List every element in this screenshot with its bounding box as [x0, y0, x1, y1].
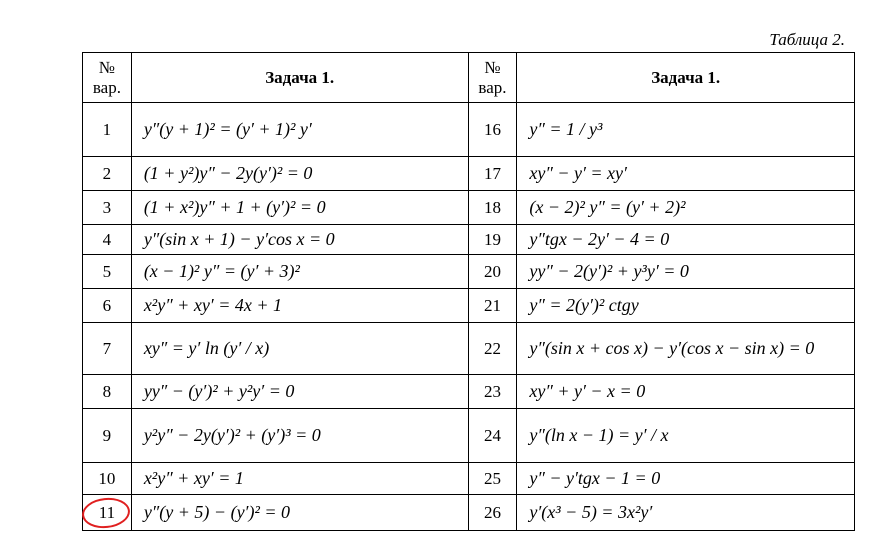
variant-number: 10 — [83, 463, 132, 495]
variant-number: 20 — [468, 255, 517, 289]
variant-number: 2 — [83, 157, 132, 191]
variant-number-header-2 — [468, 53, 517, 103]
table-row — [83, 409, 855, 463]
table-caption: Таблица 2. — [769, 30, 845, 49]
tasks-table — [82, 52, 855, 531]
equation: y″tgx − 2y′ − 4 = 0 — [517, 225, 855, 255]
table-row — [83, 375, 855, 409]
table-row — [83, 463, 855, 495]
equation: y″(y + 5) − (y′)² = 0 — [131, 495, 468, 531]
variant-number: 25 — [468, 463, 517, 495]
table-row — [83, 191, 855, 225]
num-label: вар. — [92, 77, 121, 97]
variant-number: 6 — [83, 289, 132, 323]
variant-number: 11 — [83, 495, 132, 531]
variant-number: 18 — [468, 191, 517, 225]
equation: y″ − y′tgx − 1 = 0 — [517, 463, 855, 495]
variant-number: 21 — [468, 289, 517, 323]
variant-number-header — [83, 53, 132, 103]
table-row — [83, 255, 855, 289]
equation: yy″ − (y′)² + y²y′ = 0 — [131, 375, 468, 409]
task-header: Задача 1. — [131, 53, 468, 103]
variant-number: 9 — [83, 409, 132, 463]
table-row — [83, 103, 855, 157]
equation: xy″ − y′ = xy′ — [517, 157, 855, 191]
variant-number: 23 — [468, 375, 517, 409]
equation: (1 + x²)y″ + 1 + (y′)² = 0 — [131, 191, 468, 225]
variant-number: 17 — [468, 157, 517, 191]
table-body — [83, 103, 855, 531]
equation: x²y″ + xy′ = 1 — [131, 463, 468, 495]
equation: y″ = 1 / y³ — [517, 103, 855, 157]
variant-number: 4 — [83, 225, 132, 255]
equation: y″(y + 1)² = (y′ + 1)² y′ — [131, 103, 468, 157]
equation: (x − 2)² y″ = (y′ + 2)² — [517, 191, 855, 225]
equation: x²y″ + xy′ = 4x + 1 — [131, 289, 468, 323]
equation: y²y″ − 2y(y′)² + (y′)³ = 0 — [131, 409, 468, 463]
variant-number: 3 — [83, 191, 132, 225]
equation: y″(sin x + 1) − y′cos x = 0 — [131, 225, 468, 255]
num-label-2: вар. — [478, 77, 507, 97]
variant-number: 24 — [468, 409, 517, 463]
variant-number: 7 — [83, 323, 132, 375]
num-symbol: № — [98, 57, 116, 77]
table-header-row — [83, 53, 855, 103]
table-row — [83, 495, 855, 531]
task-header-2: Задача 1. — [517, 53, 855, 103]
equation: (x − 1)² y″ = (y′ + 3)² — [131, 255, 468, 289]
table-row — [83, 323, 855, 375]
equation: y′(x³ − 5) = 3x²y′ — [517, 495, 855, 531]
variant-number: 8 — [83, 375, 132, 409]
equation: y″ = 2(y′)² ctgy — [517, 289, 855, 323]
equation: yy″ − 2(y′)² + y³y′ = 0 — [517, 255, 855, 289]
equation: xy″ = y′ ln (y′ / x) — [131, 323, 468, 375]
equation: xy″ + y′ − x = 0 — [517, 375, 855, 409]
variant-number: 5 — [83, 255, 132, 289]
variant-number: 19 — [468, 225, 517, 255]
variant-number: 22 — [468, 323, 517, 375]
table-row — [83, 157, 855, 191]
table-row — [83, 225, 855, 255]
equation: (1 + y²)y″ − 2y(y′)² = 0 — [131, 157, 468, 191]
variant-number: 16 — [468, 103, 517, 157]
num-symbol-2: № — [484, 57, 501, 77]
equation: y″(sin x + cos x) − y′(cos x − sin x) = 0 — [517, 323, 855, 375]
table-row — [83, 289, 855, 323]
variant-number: 1 — [83, 103, 132, 157]
equation: y″(ln x − 1) = y′ / x — [517, 409, 855, 463]
variant-number: 26 — [468, 495, 517, 531]
